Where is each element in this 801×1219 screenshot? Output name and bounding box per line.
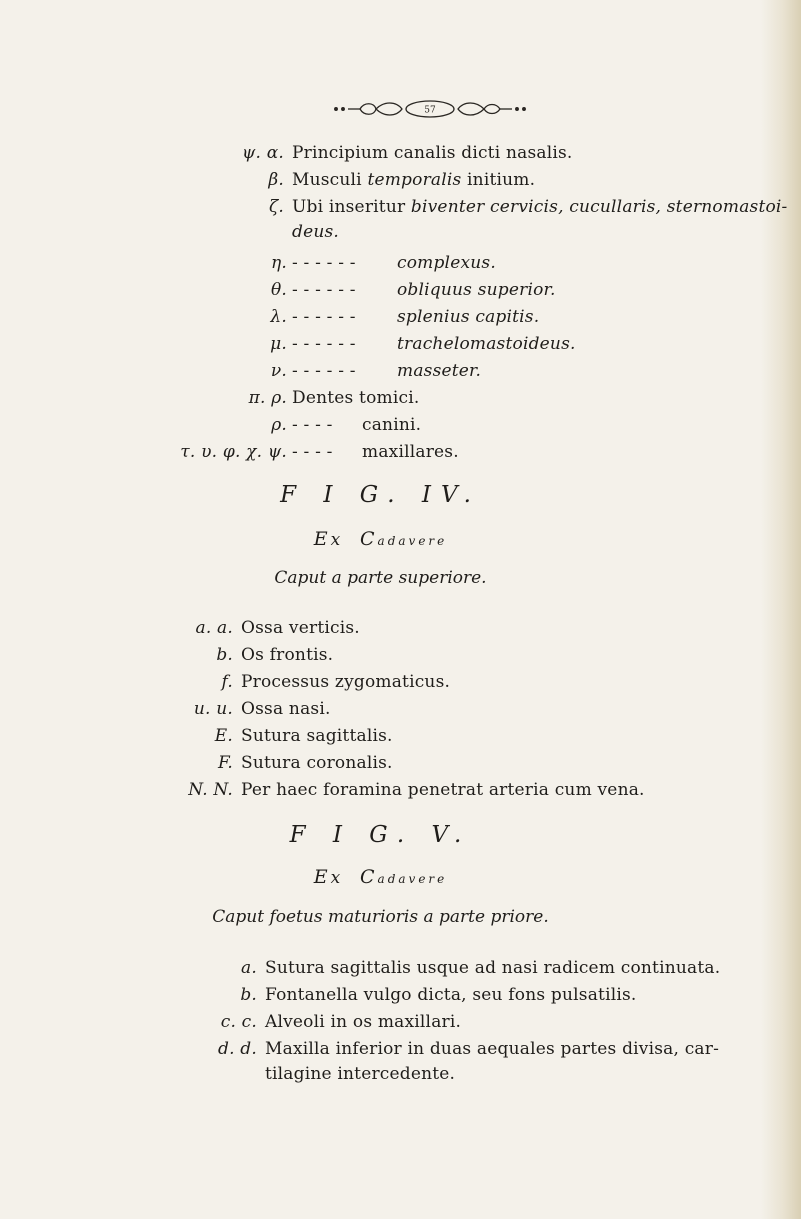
item-label: a. a. bbox=[195, 618, 233, 638]
item-text: Sutura sagittalis usque ad nasi radicem continuata. bbox=[265, 958, 721, 978]
item-text: Alveoli in os maxillari. bbox=[265, 1012, 462, 1032]
entry-label: τ. υ. φ. χ. ψ. bbox=[180, 442, 287, 462]
entry-label: ζ. bbox=[268, 197, 284, 217]
entry-text: trachelomastoideus. bbox=[397, 334, 576, 354]
entry-text: Principium canalis dicti nasalis. bbox=[292, 143, 573, 163]
item-label: c. c. bbox=[220, 1012, 257, 1032]
fig5-title: F I G. V. bbox=[289, 822, 472, 848]
entry-dashes: - - - - bbox=[292, 415, 333, 435]
item-text: Ossa verticis. bbox=[241, 618, 360, 638]
item-text: Sutura sagittalis. bbox=[241, 726, 393, 746]
entry-text: Ubi inseritur bbox=[292, 197, 411, 217]
entry-text: splenius capitis. bbox=[397, 307, 540, 327]
item-label: b. bbox=[240, 985, 257, 1005]
entry-text: initium. bbox=[461, 170, 536, 190]
entry-text: masseter. bbox=[397, 361, 482, 381]
entry-text: canini. bbox=[362, 415, 422, 435]
entry-text: complexus. bbox=[397, 253, 496, 273]
fig4-subheading: Ex Cadavere bbox=[313, 528, 448, 550]
item-label: b. bbox=[216, 645, 233, 665]
fig4-title: F I G. IV. bbox=[280, 482, 481, 508]
fig5-caption: Caput foetus maturioris a parte priore. bbox=[212, 907, 549, 927]
printer-ornament-icon bbox=[330, 98, 530, 120]
item-label: u. u. bbox=[193, 699, 233, 719]
item-text: Ossa nasi. bbox=[241, 699, 331, 719]
entry-text: obliquus superior. bbox=[397, 280, 556, 300]
item-text: Os frontis. bbox=[241, 645, 334, 665]
entry-label: β. bbox=[268, 170, 284, 190]
entry-dashes: - - - - bbox=[292, 442, 333, 462]
entry-dashes: - - - - - - bbox=[292, 334, 356, 354]
item-text: Sutura coronalis. bbox=[241, 753, 393, 773]
entry-continuation: deus. bbox=[292, 222, 340, 242]
item-label: a. bbox=[241, 958, 257, 978]
item-text: Fontanella vulgo dicta, seu fons pulsatilis. bbox=[265, 985, 637, 1005]
entry-dashes: - - - - - - bbox=[292, 253, 356, 273]
item-label: N. N. bbox=[188, 780, 233, 800]
ornament-center-text: 57 bbox=[424, 105, 436, 116]
entry-label: λ. bbox=[270, 307, 287, 327]
entry-label: η. bbox=[271, 253, 287, 273]
entry-dashes: - - - - - - bbox=[292, 307, 356, 327]
entry-text: Dentes tomici. bbox=[292, 388, 420, 408]
item-text: Per haec foramina penetrat arteria cum vena. bbox=[241, 780, 645, 800]
page-edge-shadow bbox=[761, 0, 801, 1219]
entry-label: ψ. α. bbox=[241, 143, 284, 163]
entry-label: ν. bbox=[270, 361, 287, 381]
fig5-subheading: Ex Cadavere bbox=[313, 866, 448, 888]
entry-label: ρ. bbox=[271, 415, 287, 435]
entry-dashes: - - - - - - bbox=[292, 361, 356, 381]
item-label: f. bbox=[221, 672, 233, 692]
entry-text-italic: biventer cervicis, cucullaris, sternomastoi- bbox=[410, 197, 788, 217]
entry-dashes: - - - - - - bbox=[292, 280, 356, 300]
item-label: d. d. bbox=[218, 1039, 257, 1059]
item-text: Processus zygomaticus. bbox=[241, 672, 451, 692]
entry-text-italic: temporalis bbox=[367, 170, 462, 190]
fig4-caption: Caput a parte superiore. bbox=[274, 568, 487, 588]
entry-label: π. ρ. bbox=[248, 388, 287, 408]
entry-label: θ. bbox=[270, 280, 287, 300]
entry-text: maxillares. bbox=[362, 442, 459, 462]
item-text: Maxilla inferior in duas aequales partes divisa, car- bbox=[265, 1039, 720, 1059]
item-continuation: tilagine intercedente. bbox=[265, 1064, 456, 1084]
item-label: E. bbox=[214, 726, 233, 746]
entry-label: μ. bbox=[270, 334, 287, 354]
item-label: F. bbox=[218, 753, 233, 773]
entry-text: Musculi bbox=[292, 170, 368, 190]
